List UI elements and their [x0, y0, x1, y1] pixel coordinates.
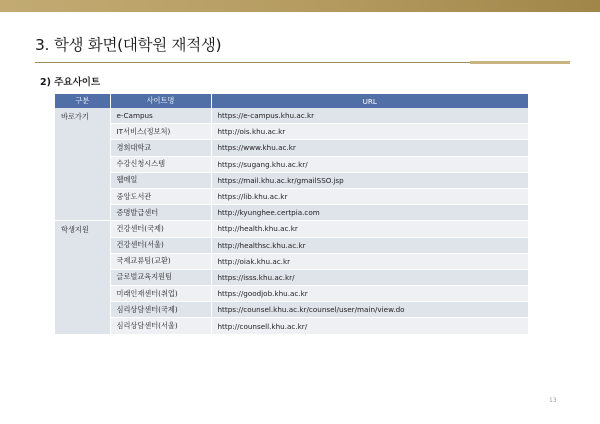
site-name-cell: IT서비스(정보처)	[110, 124, 211, 140]
header-category: 구분	[55, 94, 110, 108]
site-table	[55, 94, 528, 335]
site-url-cell: https://www.khu.ac.kr	[211, 140, 528, 156]
site-url-cell: https://counsel.khu.ac.kr/counsel/user/main/view.do	[211, 302, 528, 318]
site-url-cell: https://goodjob.khu.ac.kr	[211, 286, 528, 302]
table-row	[55, 253, 528, 269]
section-subtitle: 2) 주요사이트	[40, 77, 101, 88]
table-row	[55, 269, 528, 285]
top-accent-bar	[0, 0, 600, 12]
site-name-cell: 건강센터(국제)	[110, 221, 211, 237]
site-url-cell: https://mail.khu.ac.kr/gmailSSO.jsp	[211, 172, 528, 188]
site-name-cell: 웹메일	[110, 172, 211, 188]
site-name-cell: 건강센터(서울)	[110, 237, 211, 253]
category-cell: 바로가기	[55, 108, 110, 221]
header-url: URL	[211, 94, 528, 108]
table-row	[55, 237, 528, 253]
table-row	[55, 140, 528, 156]
site-url-cell: http://kyunghee.certpia.com	[211, 205, 528, 221]
table-body	[55, 108, 528, 334]
site-name-cell: 국제교류팀(교환)	[110, 253, 211, 269]
table-row	[55, 188, 528, 204]
site-url-cell: https://lib.khu.ac.kr	[211, 188, 528, 204]
category-cell: 학생지원	[55, 221, 110, 334]
table-row	[55, 108, 528, 124]
table-header-row	[55, 94, 528, 108]
page-number: 13	[549, 397, 557, 404]
table-row	[55, 286, 528, 302]
page-title: 3. 학생 화면(대학원 재적생)	[35, 36, 222, 54]
table-row	[55, 124, 528, 140]
site-url-cell: http://healthsc.khu.ac.kr	[211, 237, 528, 253]
header-site-name: 사이트명	[110, 94, 211, 108]
site-url-cell: http://oiak.khu.ac.kr	[211, 253, 528, 269]
site-name-cell: 증명발급센터	[110, 205, 211, 221]
site-name-cell: 심리상담센터(국제)	[110, 302, 211, 318]
site-url-cell: http://health.khu.ac.kr	[211, 221, 528, 237]
title-divider-accent	[470, 61, 570, 64]
site-url-cell: https://sugang.khu.ac.kr/	[211, 156, 528, 172]
table-row	[55, 172, 528, 188]
site-url-cell: http://ois.khu.ac.kr	[211, 124, 528, 140]
table-row	[55, 156, 528, 172]
table-row	[55, 318, 528, 334]
table-row	[55, 221, 528, 237]
table-row	[55, 302, 528, 318]
table-row	[55, 205, 528, 221]
site-url-cell: http://counsell.khu.ac.kr/	[211, 318, 528, 334]
site-url-cell: https://isss.khu.ac.kr/	[211, 269, 528, 285]
site-name-cell: 글로벌교육지원팀	[110, 269, 211, 285]
site-name-cell: 미래인재센터(취업)	[110, 286, 211, 302]
site-name-cell: e-Campus	[110, 108, 211, 124]
site-name-cell: 심리상담센터(서울)	[110, 318, 211, 334]
site-url-cell: https://e-campus.khu.ac.kr	[211, 108, 528, 124]
site-name-cell: 중앙도서관	[110, 188, 211, 204]
site-name-cell: 수강신청시스템	[110, 156, 211, 172]
site-name-cell: 경희대학교	[110, 140, 211, 156]
